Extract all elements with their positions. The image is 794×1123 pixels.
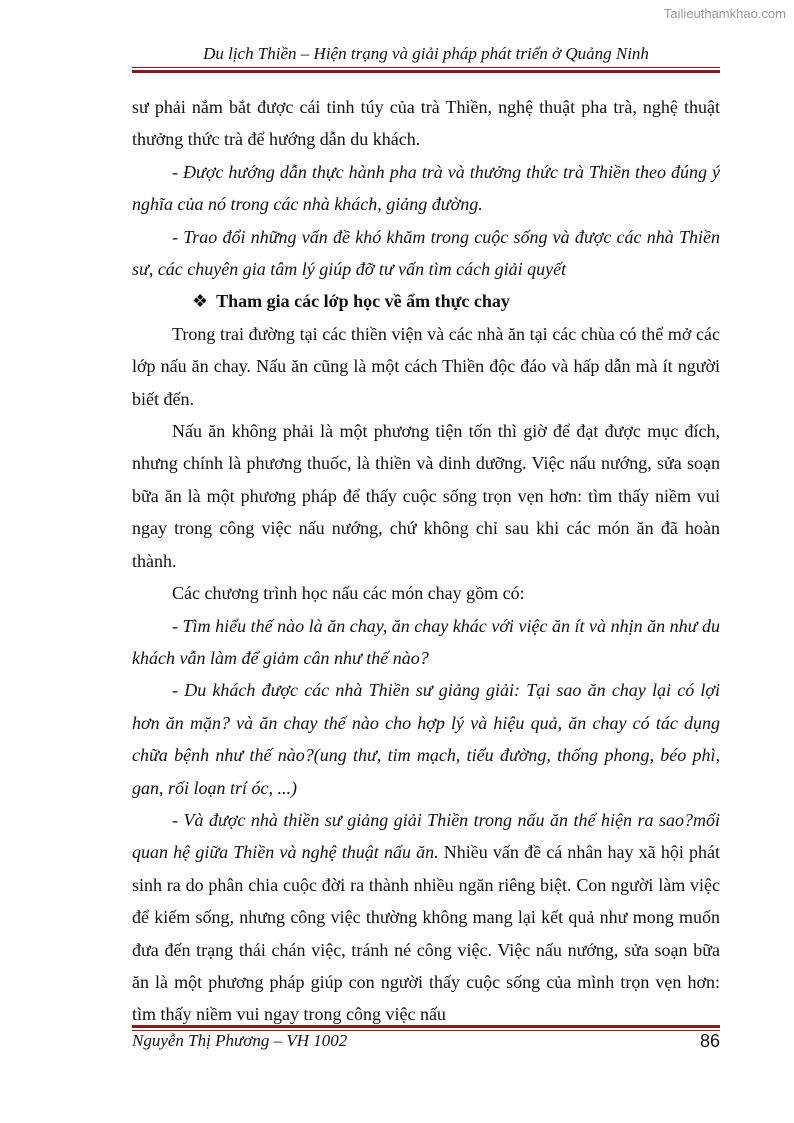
watermark: Tailieuthamkhao.com xyxy=(663,6,786,21)
page-number: 86 xyxy=(699,1031,720,1051)
list-item: - Trao đổi những vấn đề khó khăm trong cuộc sống và được các nhà Thiền sư, các chuyên gia tâm lý giúp đỡ tư vấn tìm cách giải quyết xyxy=(132,226,720,280)
list-item: - Tìm hiểu thế nào là ăn chay, ăn chay khác với việc ăn ít và nhịn ăn như du khách vẫn làm để giảm cân như thế nào? xyxy=(132,615,720,668)
list-item: - Được hướng dẫn thực hành pha trà và thưởng thức trà Thiền theo đúng ý nghĩa của nó trong các nhà khách, giảng đường. xyxy=(132,161,720,215)
header-rule xyxy=(132,67,720,73)
paragraph: Các chương trình học nấu các món chay gồm có: xyxy=(172,583,525,604)
paragraph: sư phải nắm bắt được cái tinh túy của trà Thiền, nghệ thuật pha trà, nghệ thuật thưởng thức trà để hướng dẫn du khách. xyxy=(132,97,720,150)
page-header-title: Du lịch Thiền – Hiện trạng và giải pháp phát triển ở Quảng Ninh xyxy=(203,44,649,63)
section-heading-text: Tham gia các lớp học về ẩm thực chay xyxy=(216,291,510,312)
page-footer xyxy=(132,1031,720,1051)
paragraph xyxy=(132,804,720,1031)
section-heading xyxy=(132,285,720,317)
page-body xyxy=(132,91,720,1031)
list-item: - Du khách được các nhà Thiền sư giảng giải: Tại sao ăn chay lại có lợi hơn ăn mặn? và ăn chay thế nào cho hợp lý và hiệu quả, ăn chay có tác dụng chữa bệnh như thế nào?(ung thư, tim mạch, tiểu đường, thống phong, béo phì, gan, rối loạn trí óc, ...) xyxy=(132,680,720,798)
paragraph: Trong trai đường tại các thiền viện và các nhà ăn tại các chùa có thể mở các lớp nấu ăn chay. Nấu ăn cũng là một cách Thiền độc đáo và hấp dẫn mà ít người biết đến. xyxy=(132,323,720,409)
paragraph-continuation: Nhiều vấn đề cá nhân hay xã hội phát sinh ra do phân chia cuộc đời ra thành nhiều ngăn riêng biệt. Con người làm việc để kiếm sống, nhưng công việc thường không mang lại kết quả như mong muốn đưa đến trạng thái chán việc, tránh né công việc. Việc nấu nướng, sửa soạn bữa ăn là một phương pháp giúp con người thấy cuộc sống của mình trọn vẹn hơn: tìm thấy niềm vui ngay trong công việc nấu xyxy=(132,842,720,1025)
list-item-italic: - Và được nhà thiền sư giảng giải Thiền trong nấu ăn thể hiện ra sao?mối quan hệ giữa Thiền và nghệ thuật nấu ăn. xyxy=(132,809,720,863)
paragraph: Nấu ăn không phải là một phương tiện tốn thì giờ để đạt được mục đích, nhưng chính là phương thuốc, là thiền và dinh dưỡng. Việc nấu nướng, sửa soạn bữa ăn là một phương pháp để thấy cuộc sống trọn vẹn hơn: tìm thấy niềm vui ngay trong công việc nấu nướng, chứ không chỉ sau khi các món ăn đã hoàn thành. xyxy=(132,421,720,571)
footer-author: Nguyễn Thị Phương – VH 1002 xyxy=(132,1031,348,1050)
diamond-bullet-icon: ❖ xyxy=(192,291,209,312)
